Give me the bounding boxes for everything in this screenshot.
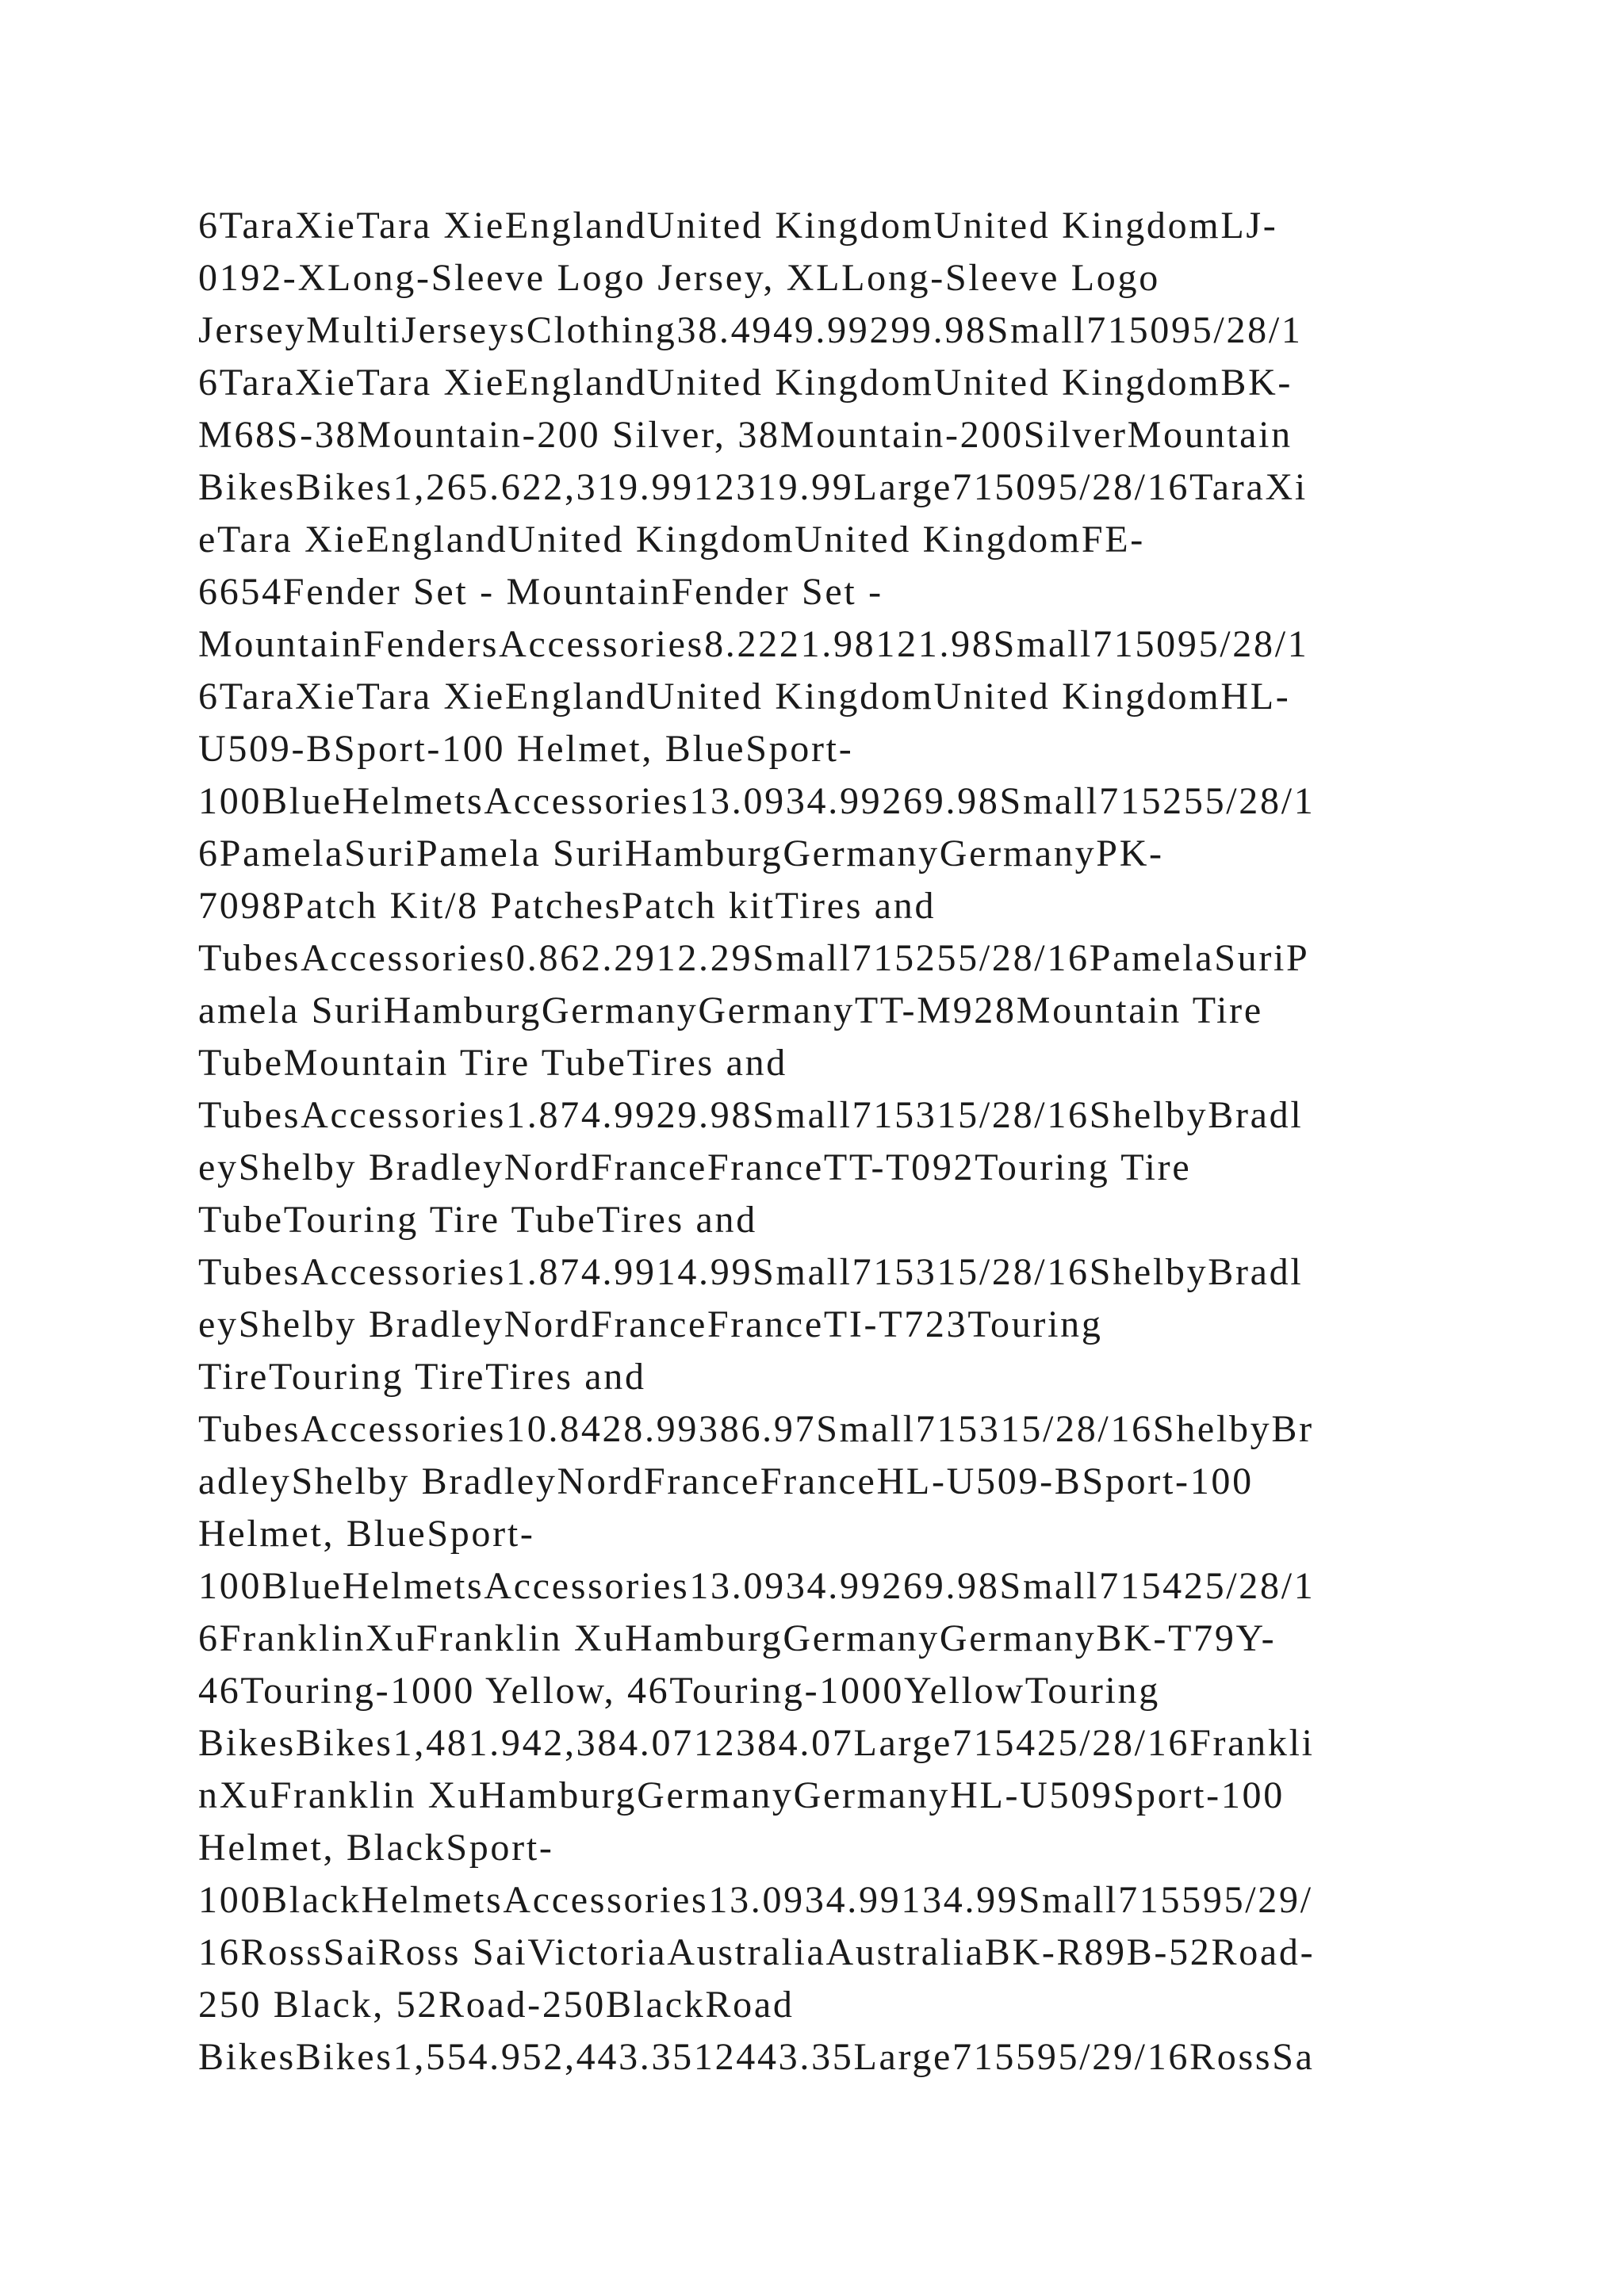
text-line: TubesAccessories0.862.2912.29Small715255/28/16PamelaSuriP [198, 937, 1310, 979]
text-line: Helmet, BlueSport- [198, 1513, 535, 1555]
text-line: 100BlueHelmetsAccessories13.0934.99269.98Small715425/28/1 [198, 1565, 1316, 1607]
text-line: 6FranklinXuFranklin XuHamburgGermanyGermanyBK-T79Y- [198, 1617, 1277, 1659]
text-line: 6654Fender Set - MountainFender Set - [198, 571, 883, 613]
text-line: 100BlackHelmetsAccessories13.0934.99134.99Small715595/29/ [198, 1879, 1313, 1921]
text-line: amela SuriHamburgGermanyGermanyTT-M928Mountain Tire [198, 989, 1263, 1031]
text-line: 0192-XLong-Sleeve Logo Jersey, XLLong-Sleeve Logo [198, 257, 1160, 299]
text-line: M68S-38Mountain-200 Silver, 38Mountain-200SilverMountain [198, 414, 1293, 456]
text-line: MountainFendersAccessories8.2221.98121.98Small715095/28/1 [198, 623, 1309, 665]
text-line: 46Touring-1000 Yellow, 46Touring-1000YellowTouring [198, 1670, 1160, 1712]
text-line: eyShelby BradleyNordFranceFranceTI-T723Touring [198, 1303, 1103, 1345]
text-line: 16RossSaiRoss SaiVictoriaAustraliaAustraliaBK-R89B-52Road- [198, 1931, 1316, 1973]
text-line: 6TaraXieTara XieEnglandUnited KingdomUnited KingdomBK- [198, 362, 1293, 404]
text-line: 100BlueHelmetsAccessories13.0934.99269.98Small715255/28/1 [198, 780, 1316, 822]
text-line: eyShelby BradleyNordFranceFranceTT-T092Touring Tire [198, 1146, 1192, 1188]
text-line: TubesAccessories10.8428.99386.97Small715315/28/16ShelbyBr [198, 1408, 1314, 1450]
text-line: 250 Black, 52Road-250BlackRoad [198, 1984, 795, 2026]
text-line: 7098Patch Kit/8 PatchesPatch kitTires and [198, 885, 936, 927]
text-line: 6TaraXieTara XieEnglandUnited KingdomUnited KingdomLJ- [198, 205, 1278, 247]
text-line: TubesAccessories1.874.9929.98Small715315/28/16ShelbyBradl [198, 1094, 1304, 1136]
text-line: BikesBikes1,265.622,319.9912319.99Large715095/28/16TaraXi [198, 466, 1308, 508]
text-line: adleyShelby BradleyNordFranceFranceHL-U509-BSport-100 [198, 1460, 1254, 1502]
text-line: TubesAccessories1.874.9914.99Small715315/28/16ShelbyBradl [198, 1251, 1304, 1293]
text-line: Helmet, BlackSport- [198, 1827, 554, 1869]
text-line: eTara XieEnglandUnited KingdomUnited KingdomFE- [198, 519, 1145, 561]
text-line: 6PamelaSuriPamela SuriHamburgGermanyGermanyPK- [198, 832, 1164, 874]
document-body-text [198, 200, 1435, 2084]
text-line: nXuFranklin XuHamburgGermanyGermanyHL-U509Sport-100 [198, 1774, 1285, 1816]
text-line: U509-BSport-100 Helmet, BlueSport- [198, 728, 854, 770]
text-line: TubeMountain Tire TubeTires and [198, 1042, 787, 1084]
text-line: JerseyMultiJerseysClothing38.4949.99299.98Small715095/28/1 [198, 309, 1303, 351]
text-line: TireTouring TireTires and [198, 1356, 646, 1398]
text-line: TubeTouring Tire TubeTires and [198, 1199, 757, 1241]
text-line: BikesBikes1,481.942,384.0712384.07Large715425/28/16Frankli [198, 1722, 1315, 1764]
text-line: BikesBikes1,554.952,443.3512443.35Large715595/29/16RossSa [198, 2036, 1315, 2078]
text-line: 6TaraXieTara XieEnglandUnited KingdomUnited KingdomHL- [198, 675, 1291, 718]
